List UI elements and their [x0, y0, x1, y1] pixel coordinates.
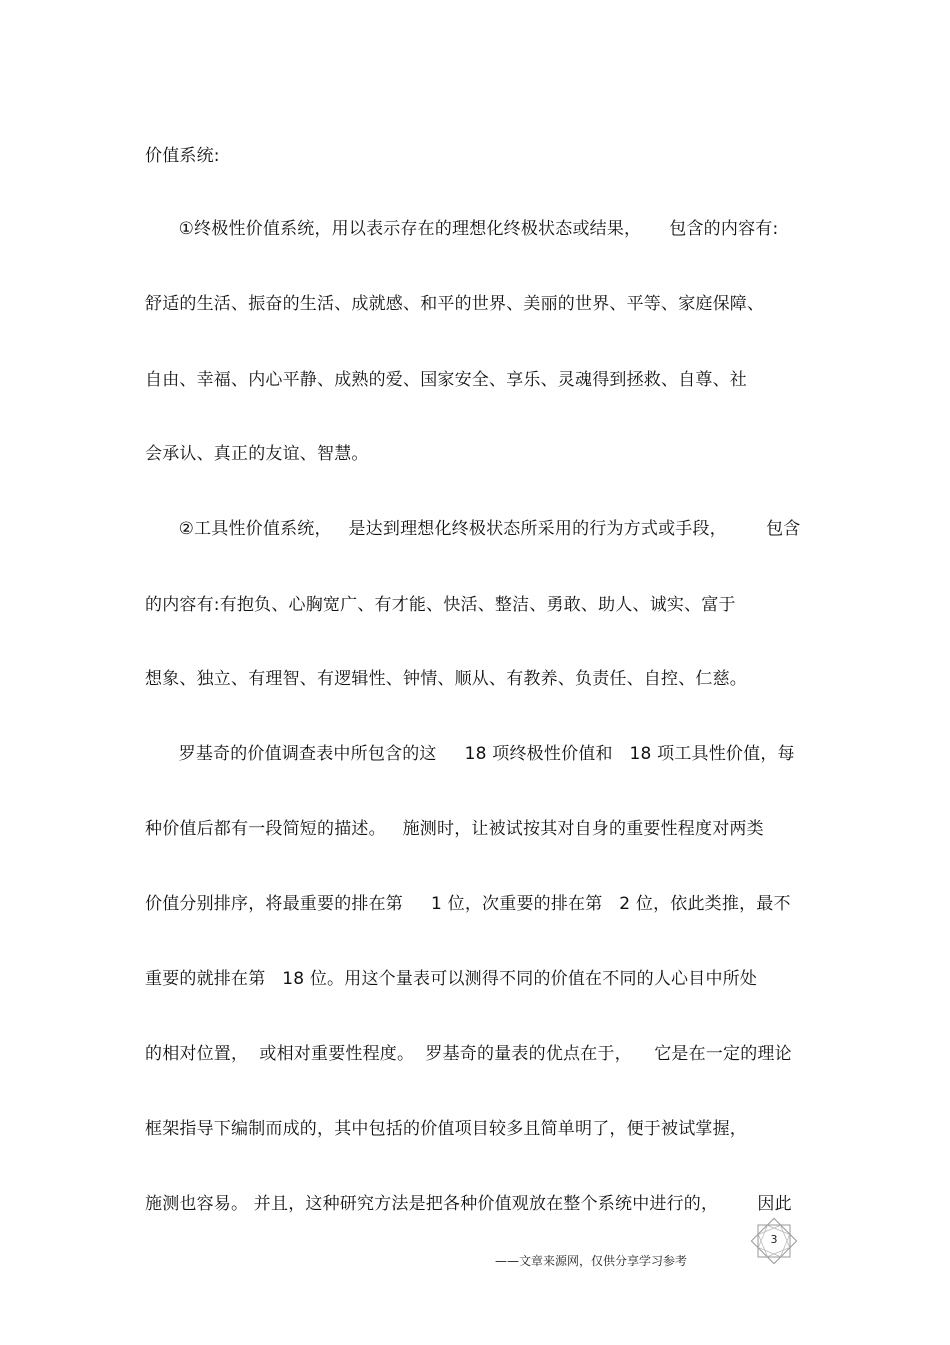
text-line: 重要的就排在第 18 位。用这个量表可以测得不同的价值在不同的人心目中所处: [145, 969, 758, 989]
text-line: 施测也容易。 并且，这种研究方法是把各种价值观放在整个系统中进行的， 因此: [145, 1194, 792, 1214]
text-line: 的内容有:有抱负、心胸宽广、有才能、快活、整洁、勇敢、助人、诚实、富于: [145, 595, 736, 615]
text-line: 自由、幸福、内心平静、成熟的爱、国家安全、享乐、灵魂得到拯救、自尊、社: [145, 370, 747, 390]
text-line: 舒适的生活、振奋的生活、成就感、和平的世界、美丽的世界、平等、家庭保障、: [145, 294, 765, 314]
text-line: 框架指导下编制而成的，其中包括的价值项目较多且简单明了，便于被试掌握，: [145, 1119, 747, 1139]
footer-source-note: ——文章来源网，仅供分享学习参考: [495, 1254, 688, 1268]
page-number: 3: [770, 1233, 778, 1246]
text-line: 的相对位置， 或相对重要性程度。 罗基奇的量表的优点在于， 它是在一定的理论: [145, 1044, 792, 1064]
text-line: 想象、独立、有理智、有逻辑性、钟情、顺从、有教养、负责任、自控、仁慈。: [145, 669, 747, 689]
text-line: ②工具性价值系统， 是达到理想化终极状态所采用的行为方式或手段， 包含: [145, 519, 801, 539]
text-line: 价值系统:: [145, 146, 220, 166]
text-line: ①终极性价值系统，用以表示存在的理想化终极状态或结果， 包含的内容有:: [145, 219, 779, 239]
text-line: 罗基奇的价值调查表中所包含的这 18 项终极性价值和 18 项工具性价值，每: [145, 744, 795, 764]
text-line: 种价值后都有一段简短的描述。 施测时，让被试按其对自身的重要性程度对两类: [145, 819, 764, 839]
text-line: 会承认、真正的友谊、智慧。: [145, 444, 369, 464]
text-line: 价值分别排序，将最重要的排在第 1 位，次重要的排在第 2 位，依此类推，最不: [145, 894, 791, 914]
